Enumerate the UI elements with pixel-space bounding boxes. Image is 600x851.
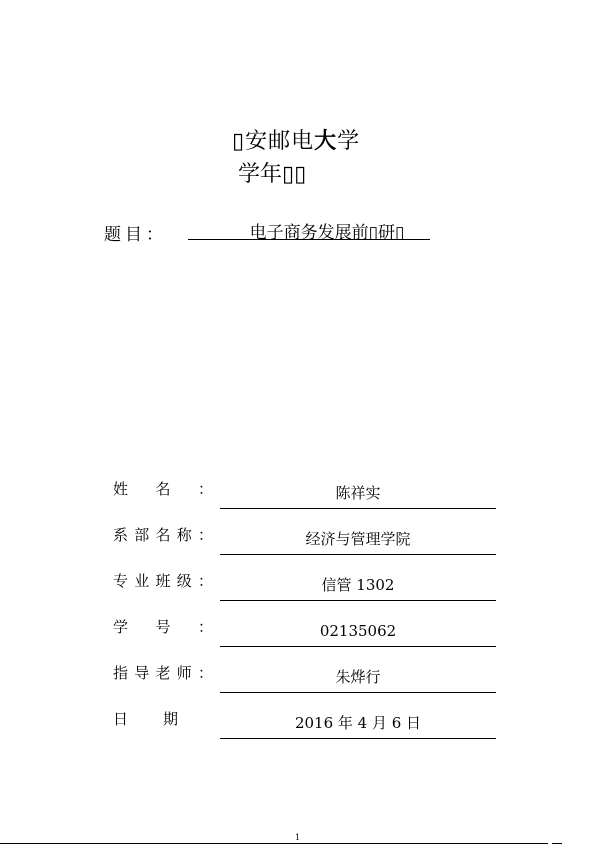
field-label-char: ：: [197, 618, 213, 636]
university-name-prefix: ▯安邮电: [232, 129, 315, 154]
field-label-char: 部: [134, 526, 150, 544]
field-label-char: 指: [113, 664, 129, 682]
field-label-char: 名: [155, 480, 171, 498]
field-value-student-id: 02135062: [220, 620, 496, 647]
field-label-char: 系: [113, 526, 129, 544]
footer-divider: [0, 843, 548, 844]
field-label-department: [113, 524, 213, 545]
field-label-char: ：: [197, 526, 213, 544]
topic-label: 题目：: [104, 225, 167, 245]
field-label-advisor: [113, 662, 213, 683]
field-label-char: ：: [197, 480, 213, 498]
field-value-advisor: 朱烨行: [220, 666, 496, 693]
university-name-big: 大: [314, 129, 338, 154]
field-label-char: 班: [155, 572, 171, 590]
field-label-char: 期: [163, 710, 179, 728]
field-label-char: 师: [176, 664, 192, 682]
field-label-name: [113, 478, 213, 499]
field-label-char: ：: [197, 572, 213, 590]
topic-value: 电子商务发展前▯研▯: [188, 218, 430, 240]
field-label-date: [113, 708, 213, 729]
field-label-char: 姓: [113, 480, 129, 498]
field-label-char: ：: [197, 664, 213, 682]
field-value-name: 陈祥实: [220, 482, 496, 509]
field-label-char: 专: [113, 572, 129, 590]
field-label-char: 名: [155, 526, 171, 544]
field-label-char: 级: [176, 572, 192, 590]
field-label-char: 日: [113, 710, 129, 728]
field-label-class: [113, 570, 213, 591]
field-label-char: 老: [155, 664, 171, 682]
field-value-class: 信管 1302: [220, 574, 496, 601]
field-label-char: 业: [134, 572, 150, 590]
university-name-suffix: 学: [337, 129, 361, 154]
field-label-char: 导: [134, 664, 150, 682]
paper-type-title: 学年▯▯: [238, 162, 307, 187]
footer-divider-dash: [552, 843, 562, 844]
page-number: 1: [295, 833, 301, 842]
university-name: [232, 124, 360, 155]
field-label-char: 学: [113, 618, 129, 636]
field-value-date: 2016 年 4 月 6 日: [220, 712, 496, 739]
field-label-student-id: [113, 616, 213, 637]
field-label-char: 号: [155, 618, 171, 636]
field-label-char: 称: [176, 526, 192, 544]
field-value-department: 经济与管理学院: [220, 528, 496, 555]
